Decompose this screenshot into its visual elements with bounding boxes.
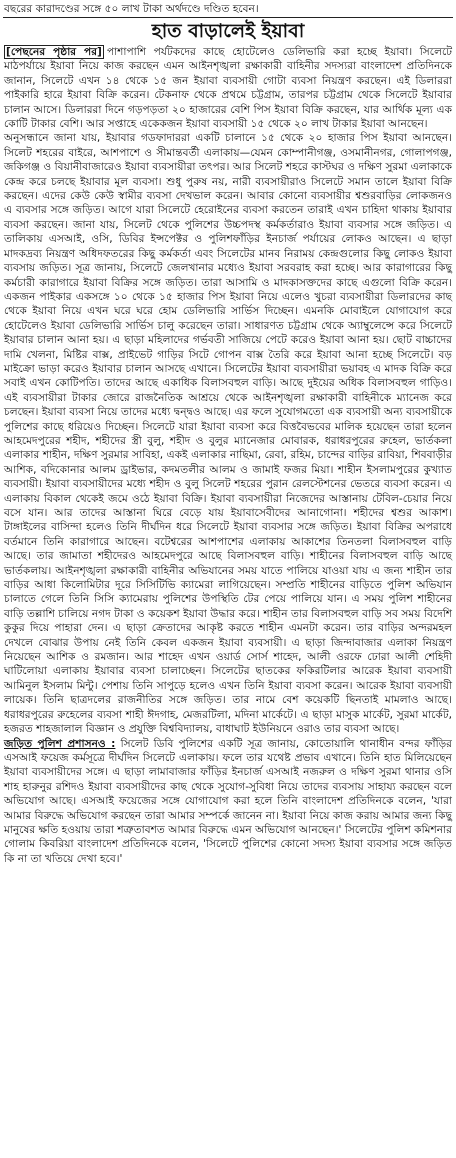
paragraph <box>4 45 452 131</box>
paragraph <box>4 737 452 867</box>
subheading: জড়িত পুলিশ প্রশাসনও : <box>4 737 116 750</box>
paragraph: অনুসন্ধানে জানা যায়, ইয়াবার গডফাদাররা একটি চালানে ১৫ থেকে ২০ হাজার পিস ইয়াবা আনছেন। সিলেট শহরের বাইরে, আশপাশে ও সীমান্তবর্তী এলাকায়—যেমন কোম্পানীগঞ্জ, ওসমানীনগর, গোলাপগঞ্জ, জকিগঞ্জ ও বিয়ানীবাজারেও ইয়াবা ব্যবসায়ীরা তৎপর। আর সিলেট শহরে কাস্টঘর ও দক্ষিণ সুরমা এলাকাকে কেন্দ্র করে চলছে ইয়াবার মূল ব্যবসা। শুধু পুরুষ নয়, নারী ব্যবসায়ীরাও সিলেটে সমান তালে ইয়াবা বিক্রি করছেন। এদের কেউ কেউ স্বামীর ব্যবসা দেখভাল করেন। আবার কোনো ব্যবসায়ীর শ্বশুরবাড়ির লোকজনও এ ব্যবসার সঙ্গে জড়িত। আগে যারা সিলেটে হেরোইনের ব্যবসা করতেন তারাই এখন চাহিদা থাকায় ইয়াবার ব্যবসা করছেন। জানা যায়, সিলেট থেকে পুলিশের উচ্চপদস্থ কর্মকর্তারাও ইয়াবা ব্যবসার সঙ্গে জড়িত। এ তালিকায় এসআই, ওসি, ডিবির ইন্সপেক্টর ও পুলিশফাঁড়ির ইনচার্জ পর্যায়ের লোকও আছেন। এ ছাড়া মাদকদ্রব্য নিয়ন্ত্রণ অধিদফতরের কিছু কর্মকর্তা এবং সিলেটের মানব নিরাময় কেন্দ্রগুলোর কিছু লোকও ইয়াবা ব্যবসায় জড়িত। সূত্র জানায়, সিলেটে জেলখানার মধ্যেও ইয়াবা সরবরাহ করা হচ্ছে। আর কারাগারের কিছু কর্মচারী কারাগারে ইয়াবা বিক্রির সঙ্গে জড়িত। তারা আসামি ও মাদকাসক্তদের কাছে এগুলো বিক্রি করেন। একজন পাইকার একসঙ্গে ১০ থেকে ১৫ হাজার পিস ইয়াবা নিয়ে এলেও খুচরা ব্যবসায়ীরা ডিলারদের কাছ থেকে ইয়াবা নিয়ে এখন ঘরে ঘরে হোম ডেলিভারি সার্ভিস দিচ্ছেন। এমনকি মোবাইলে যোগাযোগ করে হোটেলেও ইয়াবা ডেলিভারি সার্ভিস চালু করেছেন তারা। সাধারণত চট্টগ্রাম থেকে অ্যাম্বুলেন্সে করে সিলেটে ইয়াবার চালান আনা হয়। এ ছাড়া মহিলাদের গর্ভবতী সাজিয়ে পেটে করেও ইয়াবা আনা হয়। ছোট বাচ্চাদের দামি খেলনা, মিষ্টির বাক্স, প্রাইভেট গাড়ির সিটে গোপন বাক্স তৈরি করে ইয়াবা আনা হচ্ছে সিলেটে। বড় মাইক্রো ভাড়া করেও ইয়াবার চালান আসছে এখানে। সিলেটের ইয়াবা ব্যবসায়ীরা ভয়াবহ এ মাদক বিক্রি করে সবাই এখন কোটিপতি। তাদের আছে একাধিক বিলাসবহুল বাড়ি। আছে দুইয়ের অধিক বিলাসবহুল গাড়িও। এই ব্যবসায়ীরা টাকার জোরে রাজনৈতিক আশ্রয়ে থেকে আইনশৃঙ্খলা রক্ষাকারী বাহিনীকে ম্যানেজ করে চলছেন। ইয়াবা ব্যবসা নিয়ে তাদের মধ্যে দ্বন্দ্বও আছে। এর ফলে সুযোগমতো এক ব্যবসায়ী অন্য ব্যবসায়ীকে পুলিশের কাছে ধরিয়েও দিচ্ছেন। সিলেটে যারা ইয়াবা ব্যবসা করে বিত্তবৈভবের মালিক হয়েছেন তারা হলেন আহমেদপুরের শহীদ, শহীদের স্ত্রী বুলু, শহীদ ও বুলুর ম্যানেজার মোবারক, ধরাধরপুরের রুহেল, ভার্তকলা এলাকার শাহীন, দক্ষিণ সুরমার সাবিহা, একই এলাকার নাছিমা, রেবা, রহিম, চান্দের বাড়ির রাবিয়া, শিববাড়ীর আশিক, বদিকোনার আলম ড্রাইভার, কদমতলীর আলম ও জামাই ফজর মিয়া। শাহীন ইসলামপুরের কুখ্যাত ব্যবসায়ী। ইয়াবা ব্যবসায়ীদের মধ্যে শহীদ ও বুলু সিলেট শহরের পুরান রেলস্টেশনের ভেতরে ব্যবসা করেন। এ এলাকায় বিকাল থেকেই জমে ওঠে ইয়াবা বিক্রি। ইয়াবা ব্যবসায়ীরা নিজেদের আস্তানায় টেবিল-চেয়ার নিয়ে বসে যান। আর তাদের আস্তানা ঘিরে বেড়ে যায় ইয়াবাসেবীদের আনাগোনা। শহীদের শ্বশুর আকাশ। টাঙ্গাইলের বাসিন্দা হলেও তিনি দীর্ঘদিন ধরে সিলেটে ইয়াবা ব্যবসার সঙ্গে জড়িত। ইয়াবা বিক্রির অপরাধে বর্তমানে তিনি কারাগারে আছেন। বটেশ্বরের আশপাশের এলাকায় আকাশের তিনতলা বিলাসবহুল বাড়ি আছে। তার জামাতা শহীদেরও আহমেদপুরে আছে বিলাসবহুল বাড়ি। শাহীনের বিলাসবহুল বাড়ি আছে ভার্তকলায়। আইনশৃঙ্খলা রক্ষাকারী বাহিনীর অভিযানের সময় যাতে পালিয়ে যাওয়া যায় এ জন্য শাহীন তার বাড়ির আধা কিলোমিটার দূরে সিসিটিভি ক্যামেরা লাগিয়েছেন। সম্প্রতি শাহীনের বাড়িতে পুলিশ অভিযান চালাতে গেলে তিনি সিসি ক্যামেরায় পুলিশের উপস্থিতি টের পেয়ে পালিয়ে যান। এ সময় পুলিশ শাহীনের বাড়ি তল্লাশি চালিয়ে নগদ টাকা ও কয়েকশ ইয়াবা উদ্ধার করে। শাহীন তার বিলাসবহুল বাড়ি সব সময় বিদেশি কুকুর দিয়ে পাহারা দেন। এ ছাড়া ক্রেতাদের আকৃষ্ট করতে শাহীন এমনটা করেন। তার বাড়ির অন্দরমহল দেখলে বোঝার উপায় নেই তিনি কেবল একজন ইয়াবা ব্যবসায়ী। এ ছাড়া জিন্দাবাজার এলাকা নিয়ন্ত্রণ নিয়েছেন আশিক ও রমজান। আর শাহেদ এখন ওয়ার্ড সোর্স শাহেদ, আলী ওরফে ঢোরা আলী শেহিদী ঘাটিলোয়া এলাকায় ইয়াবার ব্যবসা চালাচ্ছেন। সিলেটের ছাতকের ফকিরটিলার আরেক ইয়াবা ব্যবসায়ী আমিনুল ইসলাম মিন্টু। পেশায় তিনি সাপুড়ে হলেও এখন তিনি ইয়াবা ব্যবসা করেন। আরেক ইয়াবা ব্যবসায়ী লায়েক। তিনি ছাত্রদলের রাজনীতির সঙ্গে জড়িত। তার নামে বেশ কয়েকটি ছিনতাই মামলাও আছে। ধরাধরপুরের রুহেলের ব্যবসা শাহী ঈদগাহ, মেজরটিলা, মদিনা মার্কেটে। এ ছাড়া মাসুক মার্কেট, সুরমা মার্কেট, হজরত শাহজালাল বিজ্ঞান ও প্রযুক্তি বিশ্ববিদ্যালয়, বাধাঘাট ইউনিয়নে ওরাও তার ব্যবসা আছে। <box>4 132 453 736</box>
paragraph-text: পাশাপাশি পর্যটকদের কাছে হোটেলেও ডেলিভারি করা হচ্ছে ইয়াবা। সিলেটে মাঠপর্যায়ে ইয়াবা নিয়ে কাজ করছেন এমন আইনশৃঙ্খলা রক্ষাকারী বাহিনীর সদস্যরা বাংলাদেশ প্রতিদিনকে জানান, সিলেটে এখন ১৪ থেকে ১৫ জন ইয়াবা ব্যবসায়ী গোটা ব্যবসা নিয়ন্ত্রণ করছেন। এই ডিলাররা পাইকারি হারে ইয়াবা বিক্রি করেন। টেকনাফ থেকে প্রথমে চট্টগ্রাম, তারপর চট্টগ্রাম থেকে সিলেটে ইয়াবার চালান আসে। ডিলাররা দিনে গড়পড়তা ২০ হাজারের বেশি পিস ইয়াবা বিক্রি করছেন, যার আর্থিক মূল্য এক কোটি টাকার বেশি। আর সপ্তাহে একেকজন ইয়াবা ব্যবসায়ী ১৫ থেকে ২০ লাখ টাকার ইয়াবা আনছেন। <box>4 46 452 131</box>
continuation-tag: [পেছনের পৃষ্ঠার পর] <box>6 46 102 58</box>
article-body <box>0 45 456 866</box>
previous-article-tail: বছরের কারাদণ্ডের সঙ্গে ৫০ লাখ টাকা অর্থদণ্ডে দণ্ডিত হবেন। <box>4 3 259 15</box>
paragraph-text: সিলেট ডিবি পুলিশের একটি সূত্র জানায়, কোতোয়ালি থানাধীন বন্দর ফাঁড়ির এসআই ফয়েজ কর্মসূত্রে দীর্ঘদিন সিলেটে এলাকায়। ফলে তার যথেষ্ট প্রভাব এখানে। তিনি হাত মিলিয়েছেন ইয়াবা ব্যবসায়ীদের সঙ্গে। এ ছাড়া লামাবাজার ফাঁড়ির ইনচার্জ এসআই নজরুল ও দক্ষিণ সুরমা থানার ওসি শাহ হারুনুর রশিদও ইয়াবা ব্যবসায়ীদের কাছ থেকে সুযোগ-সুবিধা নিয়ে তাদের ব্যবসায় সাহায্য করছেন বলে অভিযোগ আছে। এসআই ফয়েজের সঙ্গে যোগাযোগ করা হলে তিনি বাংলাদেশ প্রতিদিনকে বলেন, 'যারা আমার বিরুদ্ধে অভিযোগ করছেন তারা আমার সম্পর্কে জানেন না। ইয়াবা নিয়ে কাজ করায় আমার জন্য কিছু মানুষের ক্ষতি হওয়ায় তারা শত্রুতাবশত আমার বিরুদ্ধে এমন অভিযোগ আনছেন।' সিলেটের পুলিশ কমিশনার গোলাম কিবরিয়া বাংলাদেশ প্রতিদিনকে বলেন, 'সিলেটে পুলিশের কোনো সদস্য ইয়াবা ব্যবসার সঙ্গে জড়িত কি না তা খতিয়ে দেখা হবে।' <box>4 737 453 865</box>
headline: হাত বাড়ালেই ইয়াবা <box>151 20 305 42</box>
